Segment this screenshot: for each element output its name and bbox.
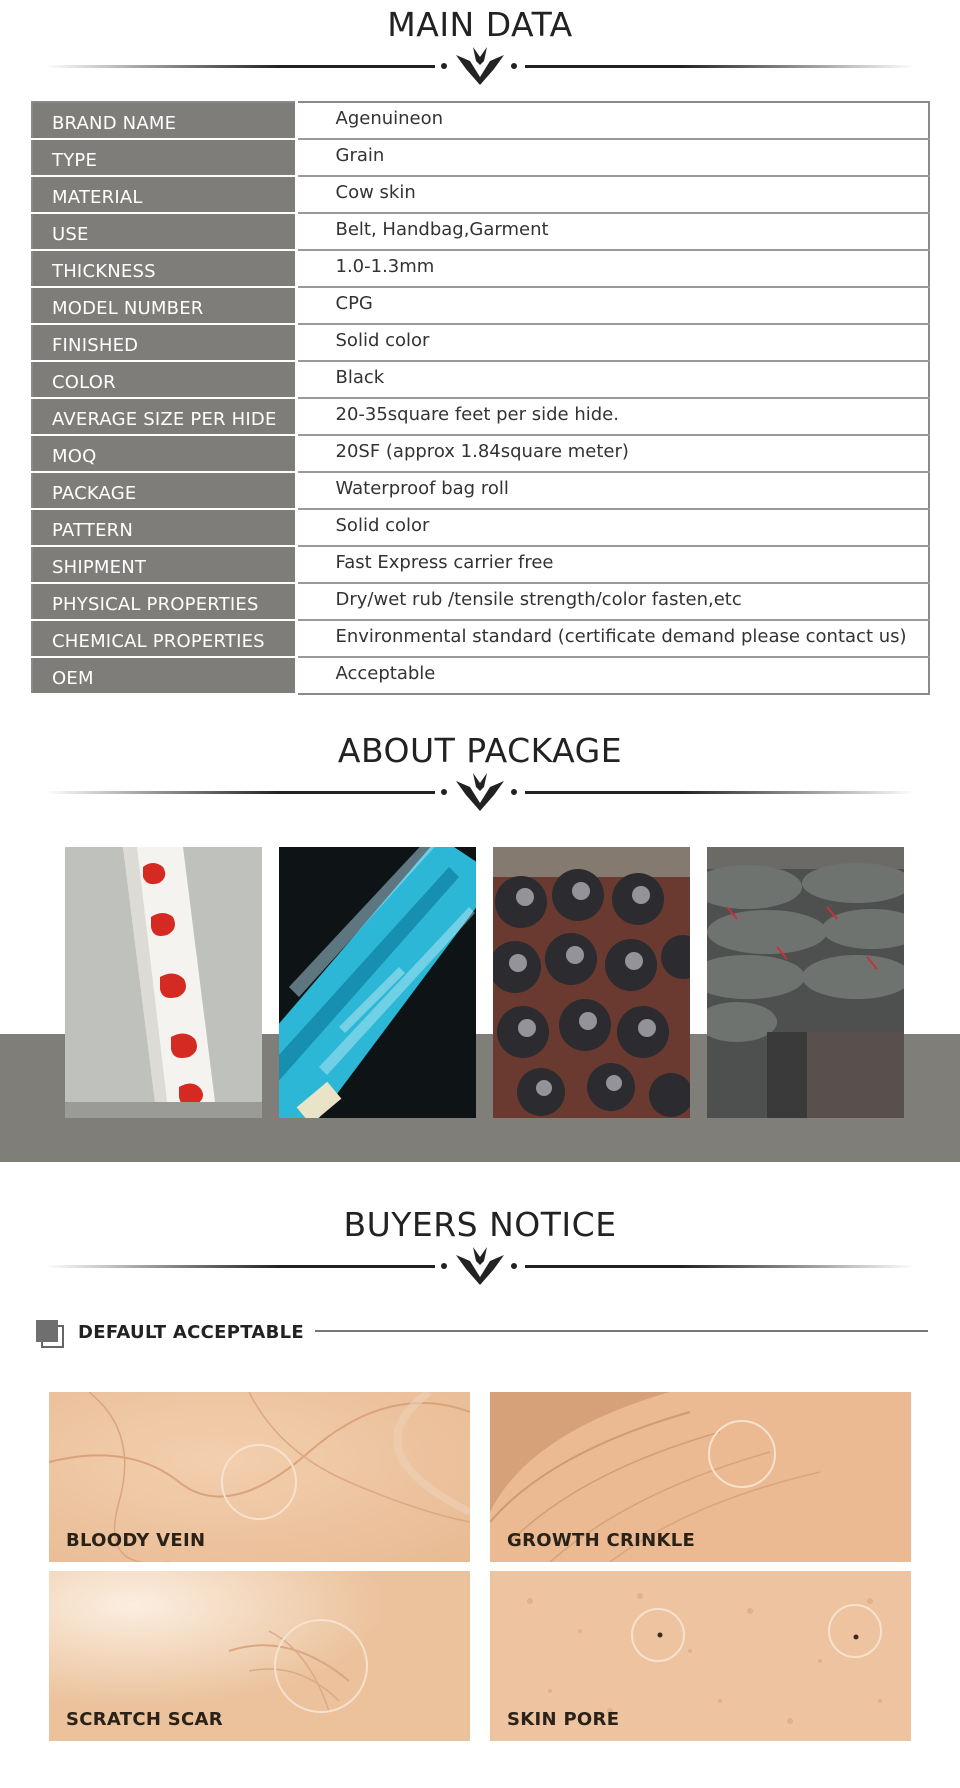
spec-key: PATTERN [32,509,296,546]
bagged-rolls-photo [493,847,690,1118]
spec-value: Grain [296,139,929,176]
grey-bags-photo [707,847,904,1118]
spec-value: 20SF (approx 1.84square meter) [296,435,929,472]
spec-key: MATERIAL [32,176,296,213]
spec-key: THICKNESS [32,250,296,287]
spec-value: 1.0-1.3mm [296,250,929,287]
main-data-divider [45,47,915,87]
growth-crinkle-card [490,1392,911,1562]
spec-value: Solid color [296,324,929,361]
spec-value: Acceptable [296,657,929,694]
spec-row [32,250,929,287]
spec-value: Belt, Handbag,Garment [296,213,929,250]
buyers-notice-title: BUYERS NOTICE [343,1205,617,1244]
spec-row [32,176,929,213]
spec-table [31,101,930,695]
bloody-vein-label: BLOODY VEIN [66,1530,206,1551]
spec-row [32,361,929,398]
default-acceptable-header [35,1319,928,1349]
default-acceptable-label: DEFAULT ACCEPTABLE [78,1322,305,1343]
spec-value: Cow skin [296,176,929,213]
spec-key: AVERAGE SIZE PER HIDE [32,398,296,435]
stacked-squares-icon [35,1319,65,1349]
spec-key: SHIPMENT [32,546,296,583]
spec-key: MODEL NUMBER [32,287,296,324]
spec-key: TYPE [32,139,296,176]
skin-pore-label: SKIN PORE [507,1709,620,1730]
growth-crinkle-label: GROWTH CRINKLE [507,1530,696,1551]
spec-key: FINISHED [32,324,296,361]
spec-key: CHEMICAL PROPERTIES [32,620,296,657]
spec-row [32,583,929,620]
spec-row [32,213,929,250]
spec-key: COLOR [32,361,296,398]
spec-row [32,435,929,472]
scratch-scar-label: SCRATCH SCAR [66,1709,223,1730]
bloody-vein-card [49,1392,470,1562]
main-data-title: MAIN DATA [387,5,573,44]
spec-row [32,546,929,583]
blue-roll-photo [279,847,476,1118]
spec-value: CPG [296,287,929,324]
spec-row [32,657,929,694]
spec-row [32,324,929,361]
spec-row [32,472,929,509]
about-package-divider [45,773,915,813]
white-roll-photo [65,847,262,1118]
spec-row [32,398,929,435]
bat-wing-icon [456,773,504,811]
skin-pore-card [490,1571,911,1741]
spec-value: Environmental standard (certificate demand please contact us) [296,620,929,657]
spec-row [32,509,929,546]
spec-key: USE [32,213,296,250]
buyers-notice-divider [45,1247,915,1287]
bat-wing-icon [456,47,504,85]
spec-value: Fast Express carrier free [296,546,929,583]
spec-row [32,620,929,657]
spec-key: MOQ [32,435,296,472]
spec-key: BRAND NAME [32,102,296,139]
bat-wing-icon [456,1247,504,1285]
spec-row [32,102,929,139]
scratch-scar-card [49,1571,470,1741]
spec-row [32,287,929,324]
header-rule [315,1330,928,1332]
about-package-title: ABOUT PACKAGE [337,731,623,770]
spec-key: PHYSICAL PROPERTIES [32,583,296,620]
spec-value: Waterproof bag roll [296,472,929,509]
spec-value: 20-35square feet per side hide. [296,398,929,435]
spec-value: Dry/wet rub /tensile strength/color fasten,etc [296,583,929,620]
spec-key: OEM [32,657,296,694]
spec-key: PACKAGE [32,472,296,509]
spec-value: Solid color [296,509,929,546]
spec-row [32,139,929,176]
spec-value: Black [296,361,929,398]
spec-value: Agenuineon [296,102,929,139]
